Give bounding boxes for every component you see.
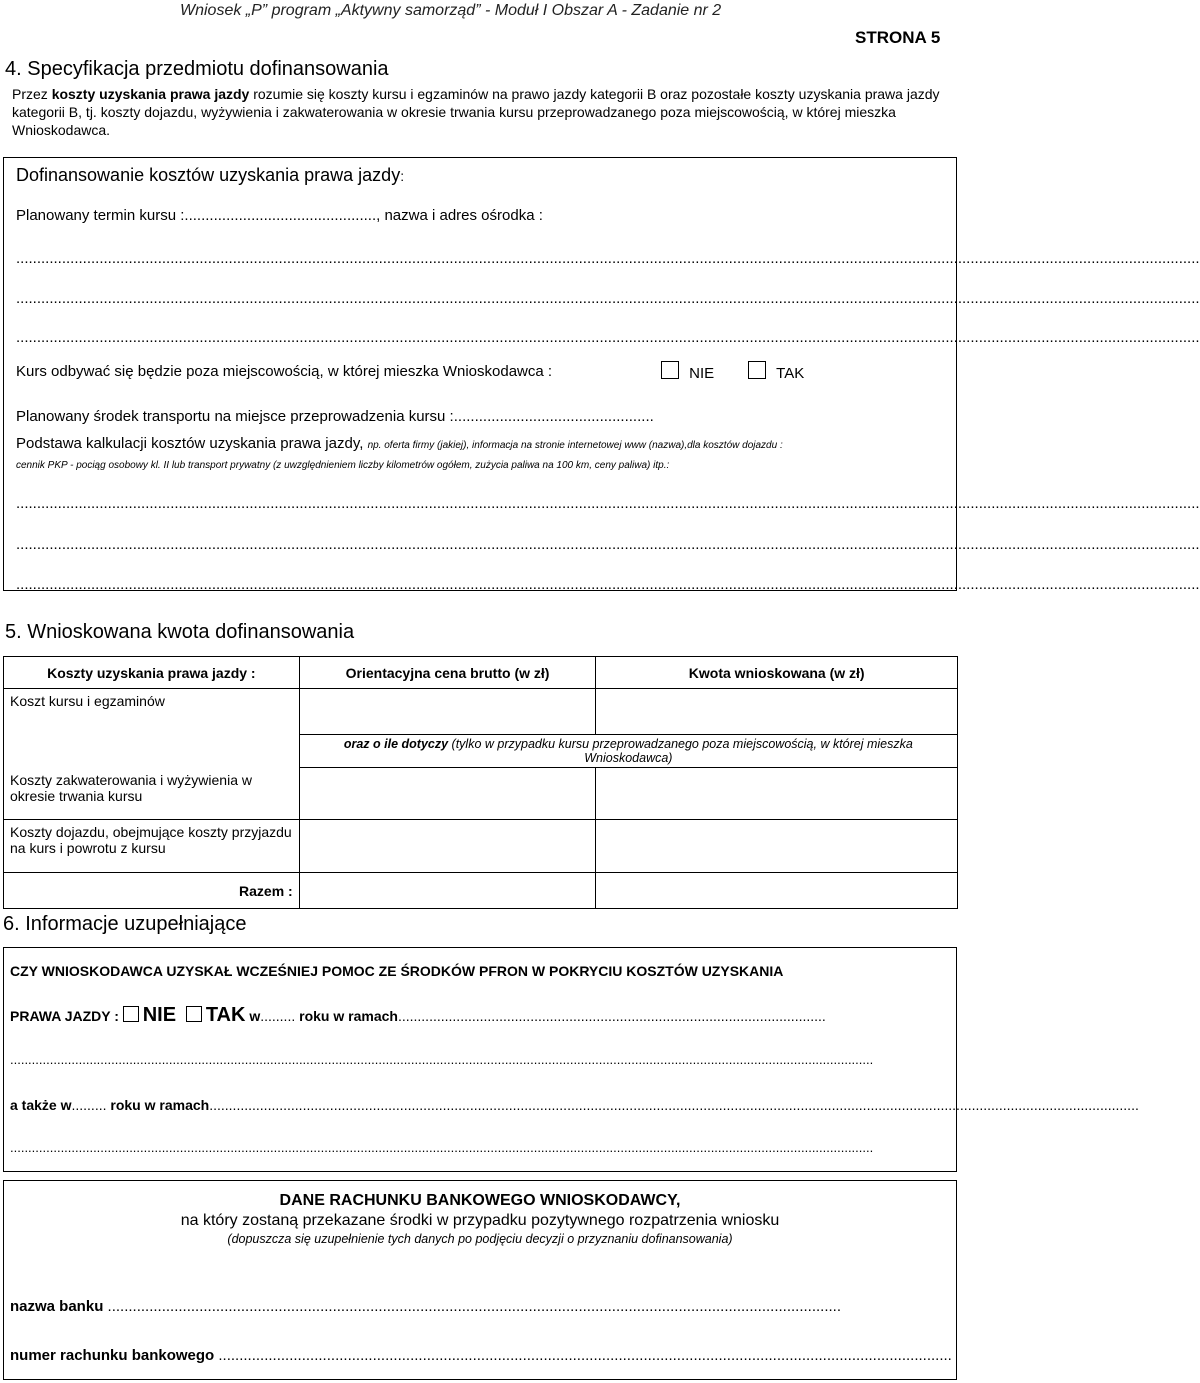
center-address-line-1[interactable]: ............................................................................................................................................................................................................................................................................................: [16, 250, 1200, 267]
previous-aid-yes-checkbox[interactable]: [186, 1006, 202, 1022]
basis-line-2[interactable]: ............................................................................................................................................................................................................................................................................................: [16, 536, 1200, 553]
outside-no-checkbox[interactable]: [661, 361, 679, 379]
intro-bold: koszty uzyskania prawa jazdy: [51, 86, 250, 102]
previous-aid-question: CZY WNIOSKODAWCA UZYSKAŁ WCZEŚNIEJ POMOC ZE ŚRODKÓW PFRON W POKRYCIU KOSZTÓW UZYSKANIA: [10, 963, 784, 979]
also-program-field[interactable]: ...............................................................................................................................................................................................................................................: [209, 1097, 1139, 1113]
col-header-amount: Kwota wnioskowana (w zł): [596, 657, 958, 689]
outside-yes-checkbox[interactable]: [748, 361, 766, 379]
transport-label: Planowany środek transportu na miejsce przeprowadzenia kursu :: [16, 408, 454, 425]
outside-question-row: [16, 363, 552, 380]
outside-no-option[interactable]: [661, 361, 714, 382]
box-title-colon: :: [400, 168, 405, 184]
course-exam-price-cell[interactable]: [299, 689, 596, 735]
travel-price-cell[interactable]: [299, 820, 596, 873]
center-address-line-3[interactable]: ............................................................................................................................................................................................................................................................................................: [16, 329, 1200, 346]
course-exam-amount-cell[interactable]: [596, 689, 958, 735]
also-year-field[interactable]: .........: [71, 1097, 107, 1113]
previous-aid-line-2[interactable]: ...............................................................................................................................................................................................................................................: [10, 1140, 874, 1155]
row-accommodation: Koszty zakwaterowania i wyżywienia w okresie trwania kursu: [4, 768, 300, 820]
section-5-heading: 5. Wnioskowana kwota dofinansowania: [5, 621, 355, 643]
license-label: PRAWA JAZDY :: [10, 1008, 119, 1024]
bank-title: DANE RACHUNKU BANKOWEGO WNIOSKODAWCY,: [279, 1192, 681, 1209]
total-amount-cell[interactable]: [596, 873, 958, 909]
course-term-label: Planowany termin kursu :: [16, 207, 185, 224]
center-label: , nazwa i adres ośrodka :: [376, 207, 543, 224]
box-title: [16, 165, 404, 186]
box-title-text: Dofinansowanie kosztów uzyskania prawa jazdy: [16, 165, 401, 185]
transport-field[interactable]: ................................................: [453, 408, 654, 425]
section-4-heading: 4. Specyfikacja przedmiotu dofinansowania: [5, 58, 389, 80]
year-label: roku w ramach: [299, 1008, 398, 1024]
w-label: w: [249, 1008, 261, 1024]
outside-yes-label: TAK: [776, 365, 805, 382]
previous-aid-yes-label: TAK: [205, 1004, 246, 1026]
basis-row: [16, 435, 783, 452]
accommodation-amount-cell[interactable]: [596, 768, 958, 820]
outside-no-label: NIE: [689, 365, 715, 382]
center-address-line-2[interactable]: ............................................................................................................................................................................................................................................................................................: [16, 290, 1200, 307]
basis-line-3[interactable]: ............................................................................................................................................................................................................................................................................................: [16, 576, 1200, 593]
total-label: Razem :: [4, 873, 300, 909]
costs-table: [3, 656, 958, 909]
bank-subtitle: na który zostaną przekazane środki w przypadku pozytywnego rozpatrzenia wniosku: [180, 1212, 780, 1229]
page-number: STRONA 5: [855, 28, 941, 47]
optional-note-rest: (tylko w przypadku kursu przeprowadzanego poza miejscowością, w której mieszka Wnioskodawca): [448, 737, 913, 765]
row-course-exam: Koszt kursu i egzaminów: [4, 689, 300, 735]
program-field[interactable]: ..............................................................................................................: [397, 1008, 826, 1024]
also-row: [10, 1097, 1139, 1113]
col-header-price: Orientacyjna cena brutto (w zł): [299, 657, 596, 689]
previous-aid-no-label: NIE: [142, 1004, 177, 1026]
previous-aid-no-checkbox[interactable]: [123, 1006, 139, 1022]
account-field[interactable]: ................................................................................................................................................................................: [218, 1347, 952, 1364]
also-label: a także w: [10, 1097, 72, 1113]
outside-question: Kurs odbywać się będzie poza miejscowością, w której mieszka Wnioskodawca :: [16, 363, 553, 380]
note-spacer: [4, 735, 300, 768]
intro-prefix: Przez: [12, 86, 52, 102]
basis-note-2: cennik PKP - pociąg osobowy kl. II lub transport prywatny (z uwzględnieniem liczby kilometrów ogółem, zużycia paliwa na 100 km, ceny paliwa) itp.:: [16, 460, 670, 471]
bank-name-label: nazwa banku: [10, 1298, 104, 1315]
outside-yes-option[interactable]: [748, 361, 804, 382]
basis-note-1: np. oferta firmy (jakiej), informacja na stronie internetowej www (nazwa),dla kosztów dojazdu :: [367, 440, 783, 451]
total-price-cell[interactable]: [299, 873, 596, 909]
transport-row: [16, 408, 654, 425]
section-4-intro: [12, 85, 947, 139]
row-travel: Koszty dojazdu, obejmujące koszty przyjazdu na kurs i powrotu z kursu: [4, 820, 300, 873]
year-field[interactable]: .........: [260, 1008, 296, 1024]
account-label: numer rachunku bankowego: [10, 1347, 215, 1364]
document-header: Wniosek „P” program „Aktywny samorząd” - Moduł I Obszar A - Zadanie nr 2: [180, 2, 722, 19]
course-term-field[interactable]: ..............................................: [184, 207, 377, 224]
col-header-costs: Koszty uzyskania prawa jazdy :: [4, 657, 300, 689]
section-6-heading: 6. Informacje uzupełniające: [3, 913, 247, 935]
previous-aid-line-1[interactable]: ...............................................................................................................................................................................................................................................: [10, 1052, 874, 1067]
optional-note-bold: oraz o ile dotyczy: [343, 737, 449, 751]
optional-note: [299, 735, 957, 768]
also-year-label: roku w ramach: [110, 1097, 210, 1113]
bank-name-field[interactable]: ................................................................................................................................................................................: [107, 1298, 842, 1315]
accommodation-price-cell[interactable]: [299, 768, 596, 820]
travel-amount-cell[interactable]: [596, 820, 958, 873]
previous-aid-row: [10, 1004, 826, 1027]
basis-line-1[interactable]: ............................................................................................................................................................................................................................................................................................: [16, 495, 1200, 512]
bank-name-row: [10, 1298, 948, 1315]
bank-note: (dopuszcza się uzupełnienie tych danych po podjęciu decyzji o przyznaniu dofinansowania): [227, 1232, 733, 1246]
intro-rest: rozumie się koszty kursu i egzaminów na prawo jazdy kategorii B oraz pozostałe koszty uzyskania prawa jazdy kategorii B, tj. koszty dojazdu, wyżywienia i zakwaterowania w okresie trwania kursu przeprowadzanego poza miejscowością, w której mieszka Wnioskodawca.: [12, 86, 940, 138]
course-term-row: [16, 207, 543, 224]
account-row: [10, 1347, 952, 1364]
basis-label: Podstawa kalkulacji kosztów uzyskania prawa jazdy,: [16, 435, 364, 452]
